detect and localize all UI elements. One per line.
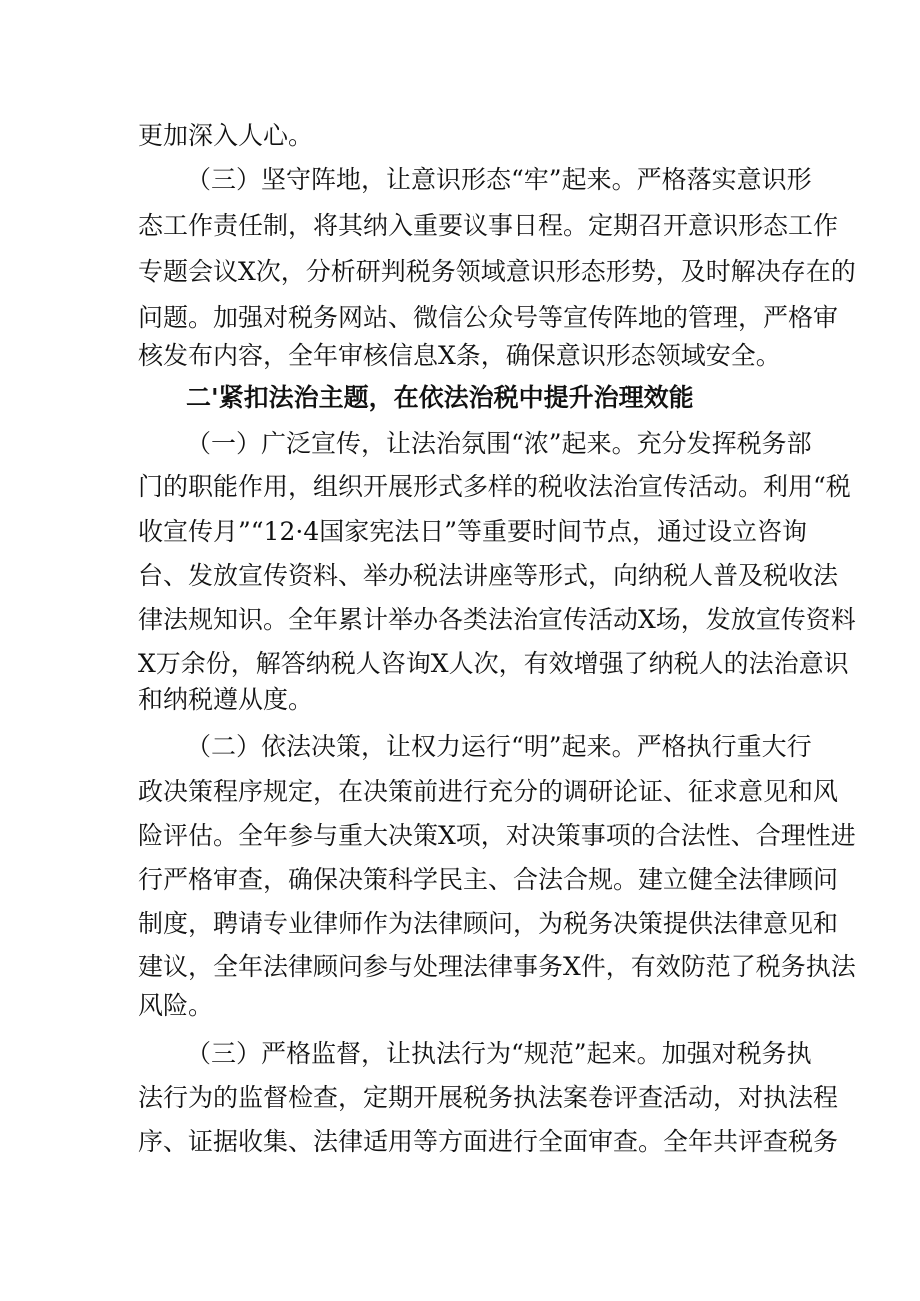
paragraph-line: 核发布内容，全年审核信息X条，确保意识形态领域安全。 — [138, 341, 781, 370]
paragraph-line: （一）广泛宣传，让法治氛围“浓”起来。充分发挥税务部 — [186, 429, 812, 458]
paragraph-line: （三）严格监督，让执法行为“规范”起来。加强对税务执 — [186, 1039, 812, 1068]
section-heading: 二'紧扣法治主题，在依法治税中提升治理效能 — [186, 383, 694, 412]
paragraph-line: 律法规知识。全年累计举办各类法治宣传活动X场，发放宣传资料 — [138, 605, 856, 634]
paragraph-line: 政决策程序规定，在决策前进行充分的调研论证、征求意见和风 — [138, 777, 839, 806]
paragraph-line: 台、发放宣传资料、举办税法讲座等形式，向纳税人普及税收法 — [138, 561, 839, 590]
paragraph-line: 态工作责任制，将其纳入重要议事日程。定期召开意识形态工作 — [138, 211, 839, 240]
paragraph-line: （二）依法决策，让权力运行“明”起来。严格执行重大行 — [186, 732, 812, 761]
paragraph-line: 序、证据收集、法律适用等方面进行全面审查。全年共评查税务 — [138, 1127, 839, 1156]
paragraph-line: X万余份，解答纳税人咨询X人次，有效增强了纳税人的法治意识 — [138, 649, 849, 678]
paragraph-line: 和纳税遵从度。 — [138, 685, 314, 714]
paragraph-line: 收宣传月”“12·4国家宪法日”等重要时间节点，通过设立咨询 — [138, 517, 808, 546]
paragraph-line: （三）坚守阵地，让意识形态“牢”起来。严格落实意识形 — [186, 165, 812, 194]
paragraph-line: 更加深入人心。 — [138, 121, 314, 150]
paragraph-line: 险评估。全年参与重大决策X项，对决策事项的合法性、合理性进 — [138, 821, 856, 850]
paragraph-line: 制度，聘请专业律师作为法律顾问，为税务决策提供法律意见和 — [138, 909, 839, 938]
paragraph-line: 建议，全年法律顾问参与处理法律事务X件，有效防范了税务执法 — [138, 952, 856, 981]
paragraph-line: 专题会议X次，分析研判税务领域意识形态形势，及时解决存在的 — [138, 257, 856, 286]
paragraph-line: 问题。加强对税务网站、微信公众号等宣传阵地的管理，严格审 — [138, 303, 839, 332]
paragraph-line: 行严格审查，确保决策科学民主、合法合规。建立健全法律顾问 — [138, 865, 839, 894]
paragraph-line: 风险。 — [138, 991, 214, 1020]
paragraph-line: 门的职能作用，组织开展形式多样的税收法治宣传活动。利用“税 — [138, 472, 851, 501]
paragraph-line: 法行为的监督检查，定期开展税务执法案卷评查活动，对执法程 — [138, 1083, 839, 1112]
